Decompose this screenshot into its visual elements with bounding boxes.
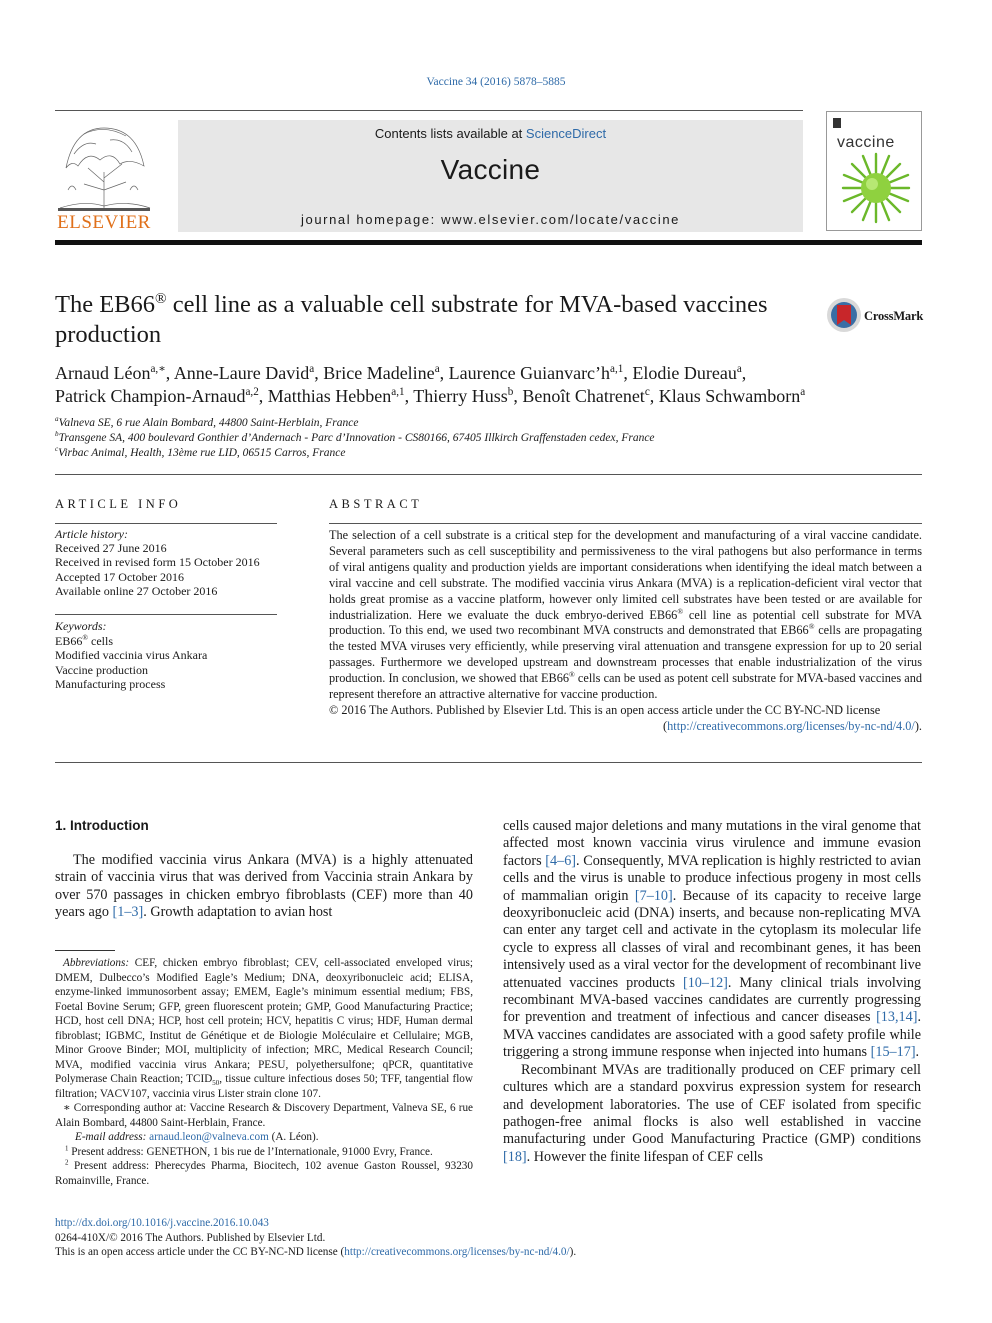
author-name[interactable]: Laurence Guianvarc’h — [448, 363, 611, 383]
author-name[interactable]: Brice Madeline — [323, 363, 435, 383]
copyright-line — [329, 703, 922, 719]
affiliation-text: Transgene SA, 400 boulevard Gonthier d’Andernach - Parc d’Innovation - CS80166, 67405 Illkirch Graffenstaden cedex, France — [58, 432, 655, 444]
body-text: Recombinant MVAs are traditionally produced on CEF primary cell cultures which are a standard poxvirus expression system for research and development laboratories. The use of CEF isolated from specific pathogen-free animal flocks is also well established in vaccine manufacturing under Good Manufacturing Practice (GMP) conditions — [503, 1061, 921, 1148]
abstract-rule — [329, 523, 922, 524]
abstract-heading: ABSTRACT — [329, 497, 423, 511]
author-name[interactable]: Matthias Hebben — [267, 386, 392, 406]
article-info — [55, 527, 277, 598]
abbreviations-label: Abbreviations: — [63, 957, 130, 969]
article-info-heading: ARTICLE INFO — [55, 497, 182, 511]
author-name[interactable]: Elodie Dureau — [632, 363, 737, 383]
author-affiliation-mark[interactable]: a — [309, 363, 315, 375]
email-footnote — [55, 1130, 473, 1145]
affiliation-c — [55, 447, 935, 459]
author-name[interactable]: Anne-Laure David — [173, 363, 310, 383]
footnote-text: Present address: Pherecydes Pharma, Biocitech, 102 avenue Gaston Roussel, 93230 Romainville, France. — [55, 1160, 473, 1187]
footnote-1 — [55, 1145, 473, 1160]
footnote-text: (A. Léon). — [268, 1131, 319, 1143]
title-text-2: cell line as a valuable cell substrate for MVA-based vaccines production — [55, 291, 768, 348]
crossmark-badge[interactable] — [826, 296, 926, 334]
abstract-end-rule — [55, 762, 922, 763]
corresponding-footnote: ∗ Corresponding author at: Vaccine Research & Discovery Department, Valneva SE, 6 rue Alain Bombard, 44800 Saint-Herblain, France. — [55, 1102, 473, 1129]
affiliation-mark: b — [55, 430, 59, 439]
history-label: Article history: — [55, 527, 128, 541]
author-name[interactable]: Arnaud Léon — [55, 363, 151, 383]
crossmark-label: CrossMark — [864, 309, 924, 323]
affiliation-mark: a — [55, 415, 59, 424]
elsevier-logo — [54, 120, 154, 232]
author-affiliation-mark[interactable]: c — [644, 386, 650, 398]
footer-text: ). — [569, 1246, 577, 1258]
body-text: . Growth adaptation to avian host — [143, 904, 333, 921]
journal-reference[interactable]: Vaccine 34 (2016) 5878–5885 — [426, 76, 566, 88]
citation-link[interactable]: [1–3] — [112, 904, 144, 921]
crossmark-icon — [826, 297, 862, 333]
contents-line — [178, 126, 803, 141]
body-text: . Because of its capacity to receive large deoxyribonucleic acid (DNA) inserts, and because non-replicating MVA can enter any target cell and activate in the cytoplasm its molecular life cycle to express all classes of viral and recombinant genes, it has been intensively used as a viral vector for the development of recombinant live attenuated vaccines products — [503, 887, 921, 991]
intro-left-column — [55, 852, 473, 922]
body-paragraph — [503, 1062, 921, 1166]
registered-mark: ® — [569, 670, 575, 680]
body-paragraph — [503, 818, 921, 1062]
affiliation-text: Valneva SE, 6 rue Alain Bombard, 44800 Saint-Herblain, France — [58, 417, 359, 429]
keyword-text: EB66 — [55, 633, 83, 648]
abstract-part: The selection of a cell substrate is a critical step for the development and manufacturing of a viral vaccine candidate. Several parameters such as cell susceptibility and permissiveness to the viral pathogens but also performance in terms of viral antigens quality and production yields are important considerations when identifying the ideal match between a viral vaccine and cell substrate. The modified vaccinia virus Ankara (MVA) is a replication-deficient viral vector that holds great promise as a vaccine platform, however only limited cell substrates have been tested or are available for industrialization. Here we evaluate the duck embryo-derived EB66 — [329, 528, 922, 622]
email-link[interactable]: arnaud.leon@valneva.com — [149, 1131, 269, 1143]
abstract-part: cell line as potential cell substrate for MVA production. To this end, we used two recombinant MVA constructs and demonstrated that EB66 — [329, 607, 922, 638]
citation-link[interactable]: [7–10] — [634, 887, 673, 904]
license-link[interactable]: http://creativecommons.org/licenses/by-nc-nd/4.0/ — [344, 1246, 570, 1258]
section-heading-introduction: 1. Introduction — [55, 818, 149, 833]
body-text: . Many clinical trials involving recombinant MVA-based vaccines candidates are currently progressing for prevention and treatment of infectious and cancer diseases — [503, 974, 922, 1026]
subscript: 50 — [212, 1079, 220, 1088]
sciencedirect-link[interactable]: ScienceDirect — [525, 126, 607, 141]
citation-link[interactable]: [13,14] — [876, 1009, 918, 1026]
history-item: Accepted 17 October 2016 — [55, 569, 184, 584]
email-label: E-mail address: — [75, 1131, 150, 1143]
body-text: . However the finite lifespan of CEF cells — [526, 1148, 764, 1165]
abstract-text — [329, 528, 922, 735]
license-link[interactable]: http://creativecommons.org/licenses/by-nc-nd/4.0/ — [667, 718, 915, 733]
author-affiliation-mark[interactable]: a — [434, 363, 440, 375]
abstract-part: cells can be used as potent cell substrate for MVA-based vaccines and represent therefore an attractive alternative for vaccine production. — [329, 671, 922, 702]
journal-name: Vaccine — [440, 154, 541, 185]
abbreviations-footnote — [55, 956, 473, 1101]
history-item: Available online 27 October 2016 — [55, 583, 218, 598]
affiliation-a — [55, 417, 935, 429]
body-text: cells caused major deletions and many mutations in the viral genome that affected most known vaccinia virus virulence and immune evasion factors — [503, 818, 921, 869]
affiliation-rule — [55, 474, 922, 475]
footnote-mark: 2 — [65, 1158, 69, 1167]
author-name[interactable]: Klaus Schwamborn — [658, 386, 801, 406]
registered-mark: ® — [155, 289, 167, 307]
history-item: Received in revised form 15 October 2016 — [55, 555, 260, 570]
keywords — [55, 619, 277, 692]
footnotes — [55, 956, 473, 1188]
cover-title: vaccine — [837, 134, 895, 151]
publisher-name: ELSEVIER — [57, 212, 151, 233]
intro-right-column — [503, 818, 921, 1166]
license-text: © 2016 The Authors. Published by Elsevier Ltd. This is an open access article under the CC BY-NC-ND license — [329, 702, 881, 717]
body-text: . — [915, 1044, 920, 1061]
affiliation-b — [55, 432, 935, 444]
cover-logo-icon — [833, 118, 841, 128]
keyword-item: Manufacturing process — [55, 677, 166, 692]
footer-text: This is an open access article under the CC BY-NC-ND license ( — [55, 1246, 345, 1258]
author-name[interactable]: Patrick Champion-Arnaud — [55, 386, 246, 406]
footnote-mark: 1 — [65, 1143, 69, 1152]
citation-link[interactable]: [18] — [503, 1148, 527, 1165]
header-thick-rule — [55, 240, 922, 245]
citation-link[interactable]: [4–6] — [545, 852, 577, 869]
journal-cover[interactable] — [826, 111, 922, 231]
journal-homepage[interactable]: journal homepage: www.elsevier.com/locate/vaccine — [301, 212, 680, 227]
registered-mark: ® — [808, 622, 815, 632]
affiliation-text: Virbac Animal, Health, 13ème rue LID, 06515 Carros, France — [58, 447, 346, 459]
author-affiliation-mark[interactable]: a — [800, 386, 806, 398]
author-affiliation-mark[interactable]: a,2 — [245, 386, 259, 398]
keyword-text: cells — [88, 633, 113, 648]
footnote-rule — [55, 950, 115, 951]
author-affiliation-mark[interactable]: a,1 — [610, 363, 624, 375]
keywords-rule — [55, 614, 277, 615]
registered-mark: ® — [677, 606, 684, 616]
author-name[interactable]: Thierry Huss — [413, 386, 508, 406]
citation-link[interactable]: [15–17] — [870, 1044, 916, 1061]
doi-link[interactable]: http://dx.doi.org/10.1016/j.vaccine.2016.10.043 — [55, 1217, 269, 1229]
open-access-line — [55, 1245, 755, 1260]
keywords-label: Keywords: — [55, 619, 107, 633]
article-info-rule — [55, 523, 277, 524]
contents-text: Contents lists available at — [374, 126, 526, 141]
title-text-1: The EB66 — [55, 291, 156, 318]
footnote-text: CEF, chicken embryo fibroblast; CEV, cell-associated enveloped virus; DMEM, Dulbecco’s Modified Eagle’s Medium; DNA, deoxyribonucleic acid; ELISA, enzyme-linked immunosorbent assay; EMEM, Eagle’s minimum essential medium; FBS, Foetal Bovine Serum; GFP, green fluorescent protein; GMP, Good Manufacturing Practice; HCD, host cell DNA; HCP, host cell protein; HCV, hepatitis C virus; HDF, Human dermal fibroblast; IGBMC, Institut de Génétique et de Biologie Moléculaire et Cellulaire; MGB, Minor Groove Binder; MOI, multiplicity of infection; MRC, Medical Research Council; MVA, modified vaccinia virus Ankara; PESU, polyethersulfone; qPCR, quantitative Polymerase Chain Reaction; TCID — [55, 957, 473, 1085]
author-list: Arnaud Léon$^{a,∗}$, Anne-Laure David$^a$, Brice Madeline$^a$, Laurence $Guianvarc’h^{a,1}$, Elodie Dureau$^a$, Patrick Champion-Arnaud$^{a,2}$, Matthias Hebben$^{a,1}$, Thierry Huss$^b$, Benoît Chatrenet$^c$, Klaus Schwamborn$^a$ — [55, 363, 806, 406]
author-affiliation-mark[interactable]: b — [507, 386, 514, 398]
history-item: Received 27 June 2016 — [55, 541, 167, 556]
keyword-item: Modified vaccinia virus Ankara — [55, 648, 208, 663]
author-affiliation-mark[interactable]: a,1 — [391, 386, 405, 398]
footnote-2 — [55, 1159, 473, 1188]
body-text: . MVA vaccines candidates are associated with a good safety profile while triggering a strong immune response when injected into humans — [503, 1009, 921, 1061]
body-text: . Consequently, MVA replication is highly restricted to avian cells and the virus is unable to produce infectious progeny in most cells of mammalian origin — [503, 852, 921, 904]
issn-line: 0264-410X/© 2016 The Authors. Published by Elsevier Ltd. — [55, 1231, 326, 1244]
license-line: (http://creativecommons.org/licenses/by-nc-nd/4.0/). — [663, 718, 922, 733]
footnote-text: Present address: GENETHON, 1 bis rue de l’Internationale, 91000 Evry, France. — [68, 1145, 433, 1158]
journal-banner — [178, 120, 803, 232]
page-footer — [55, 1216, 755, 1260]
footnote-text: , tissue culture infectious doses 50; TFF, tangential flow filtration; VACV107, vaccinia virus Lister strain clone 107. — [55, 1073, 473, 1100]
author-affiliation-mark[interactable]: a — [736, 363, 742, 375]
header-rule — [55, 110, 803, 111]
affiliation-mark: c — [55, 445, 59, 454]
body-text: The modified vaccinia virus Ankara (MVA) is a highly attenuated strain of vaccinia virus that was derived from Vaccinia strain Ankara by over 570 passages in chicken embryo fibroblasts (CEF) more than 40 years ago — [55, 852, 473, 921]
keyword-item: Vaccine production — [55, 662, 148, 677]
keyword-item — [55, 634, 277, 649]
abstract-part: cells are propagating the tested MVA viruses very efficiently, while preserving viral attenuation and transgene expression for up to 20 serial passages. Furthermore we developed upstream and downstream processes that enable industrialization of the virus production. In conclusion, we showed that EB66 — [329, 623, 922, 686]
virus-icon — [841, 152, 911, 224]
citation-link[interactable]: [10–12] — [682, 974, 728, 991]
article-title — [55, 290, 815, 350]
registered-mark: ® — [82, 632, 88, 642]
author-affiliation-mark[interactable]: a,∗ — [150, 363, 166, 375]
author-name[interactable]: Benoît Chatrenet — [522, 386, 645, 406]
